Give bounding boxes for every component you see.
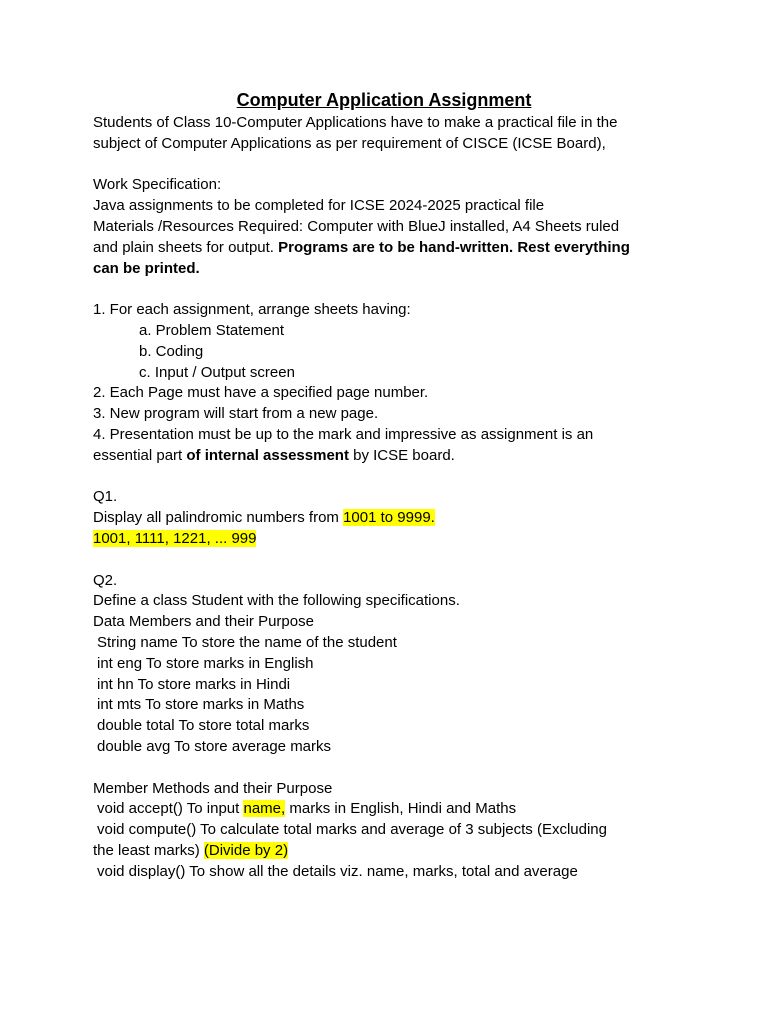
- q2-member-row: int mts To store marks in Maths: [97, 696, 305, 714]
- intro-line-1: Students of Class 10-Computer Applications have to make a practical file in the: [93, 114, 618, 131]
- q2-member-row: String name To store the name of the student: [97, 633, 397, 651]
- q1-label: Q1.: [93, 488, 118, 506]
- intro-line-2: subject of Computer Applications as per requirement of CISCE (ICSE Board),: [93, 134, 606, 152]
- q1-example-highlight: 1001, 1111, 1221, ... 999: [93, 529, 257, 547]
- work-spec-line-3-text: and plain sheets for output.: [93, 238, 279, 256]
- spacer: [93, 279, 693, 300]
- q1-range-highlight: 1001 to 9999.: [343, 509, 435, 527]
- work-spec-bold-text-cont: can be printed.: [93, 259, 200, 277]
- spacer: [93, 550, 693, 571]
- spacer: [93, 155, 693, 176]
- spacer: [93, 467, 693, 488]
- work-spec-line-3: [93, 238, 693, 259]
- q2-member-row: double total To store total marks: [97, 717, 310, 735]
- work-spec-line-1: Java assignments to be completed for ICSE 2024-2025 practical file: [93, 197, 545, 215]
- q2-compute-highlight: (Divide by 2): [203, 841, 289, 859]
- q1-text-prefix: Display all palindromic numbers from: [93, 509, 344, 527]
- instruction-item-4-cont: [93, 446, 693, 467]
- q2-define: Define a class Student with the following specifications.: [93, 592, 460, 610]
- instruction-item-4: 4. Presentation must be up to the mark and impressive as assignment is an: [93, 425, 594, 443]
- q2-accept-prefix: void accept() To input: [97, 800, 244, 818]
- q2-method-compute-cont: [93, 841, 693, 862]
- spacer: [93, 758, 693, 779]
- instruction-item-4-bold: of internal assessment: [186, 446, 349, 464]
- instruction-item-1: 1. For each assignment, arrange sheets having:: [93, 301, 411, 319]
- q1-example: [93, 529, 693, 550]
- q2-member-row: double avg To store average marks: [97, 737, 332, 755]
- page-title: Computer Application Assignment: [236, 90, 532, 110]
- instruction-sub-a: a. Problem Statement: [139, 321, 285, 339]
- instruction-sub-b: b. Coding: [139, 342, 204, 360]
- q1-text: [93, 508, 693, 529]
- instruction-item-4-suffix: by ICSE board.: [348, 446, 455, 464]
- document-body: [93, 113, 693, 882]
- work-spec-line-4: [93, 259, 693, 280]
- q2-member-row: int eng To store marks in English: [97, 654, 314, 672]
- q2-label: Q2.: [93, 571, 118, 589]
- instruction-item-3: 3. New program will start from a new page.: [93, 405, 379, 423]
- q2-method-compute: void compute() To calculate total marks and average of 3 subjects (Excluding: [97, 821, 607, 839]
- q2-compute-prefix: the least marks): [93, 841, 204, 859]
- q2-accept-suffix: marks in English, Hindi and Maths: [285, 800, 517, 818]
- q2-method-display: void display() To show all the details viz. name, marks, total and average: [97, 862, 578, 880]
- work-spec-line-2: Materials /Resources Required: Computer with BlueJ installed, A4 Sheets ruled: [93, 217, 620, 235]
- instruction-item-4-prefix: essential part: [93, 446, 187, 464]
- work-spec-heading: Work Specification:: [93, 176, 222, 194]
- instruction-item-2: 2. Each Page must have a specified page number.: [93, 384, 429, 402]
- q2-accept-highlight: name,: [243, 800, 286, 818]
- q2-methods-heading: Member Methods and their Purpose: [93, 779, 333, 797]
- q2-members-heading: Data Members and their Purpose: [93, 613, 314, 631]
- q2-method-accept: [93, 799, 693, 820]
- instruction-sub-c: c. Input / Output screen: [139, 363, 295, 381]
- work-spec-bold-text: Programs are to be hand-written. Rest everything: [278, 238, 630, 256]
- q2-member-row: int hn To store marks in Hindi: [97, 675, 291, 693]
